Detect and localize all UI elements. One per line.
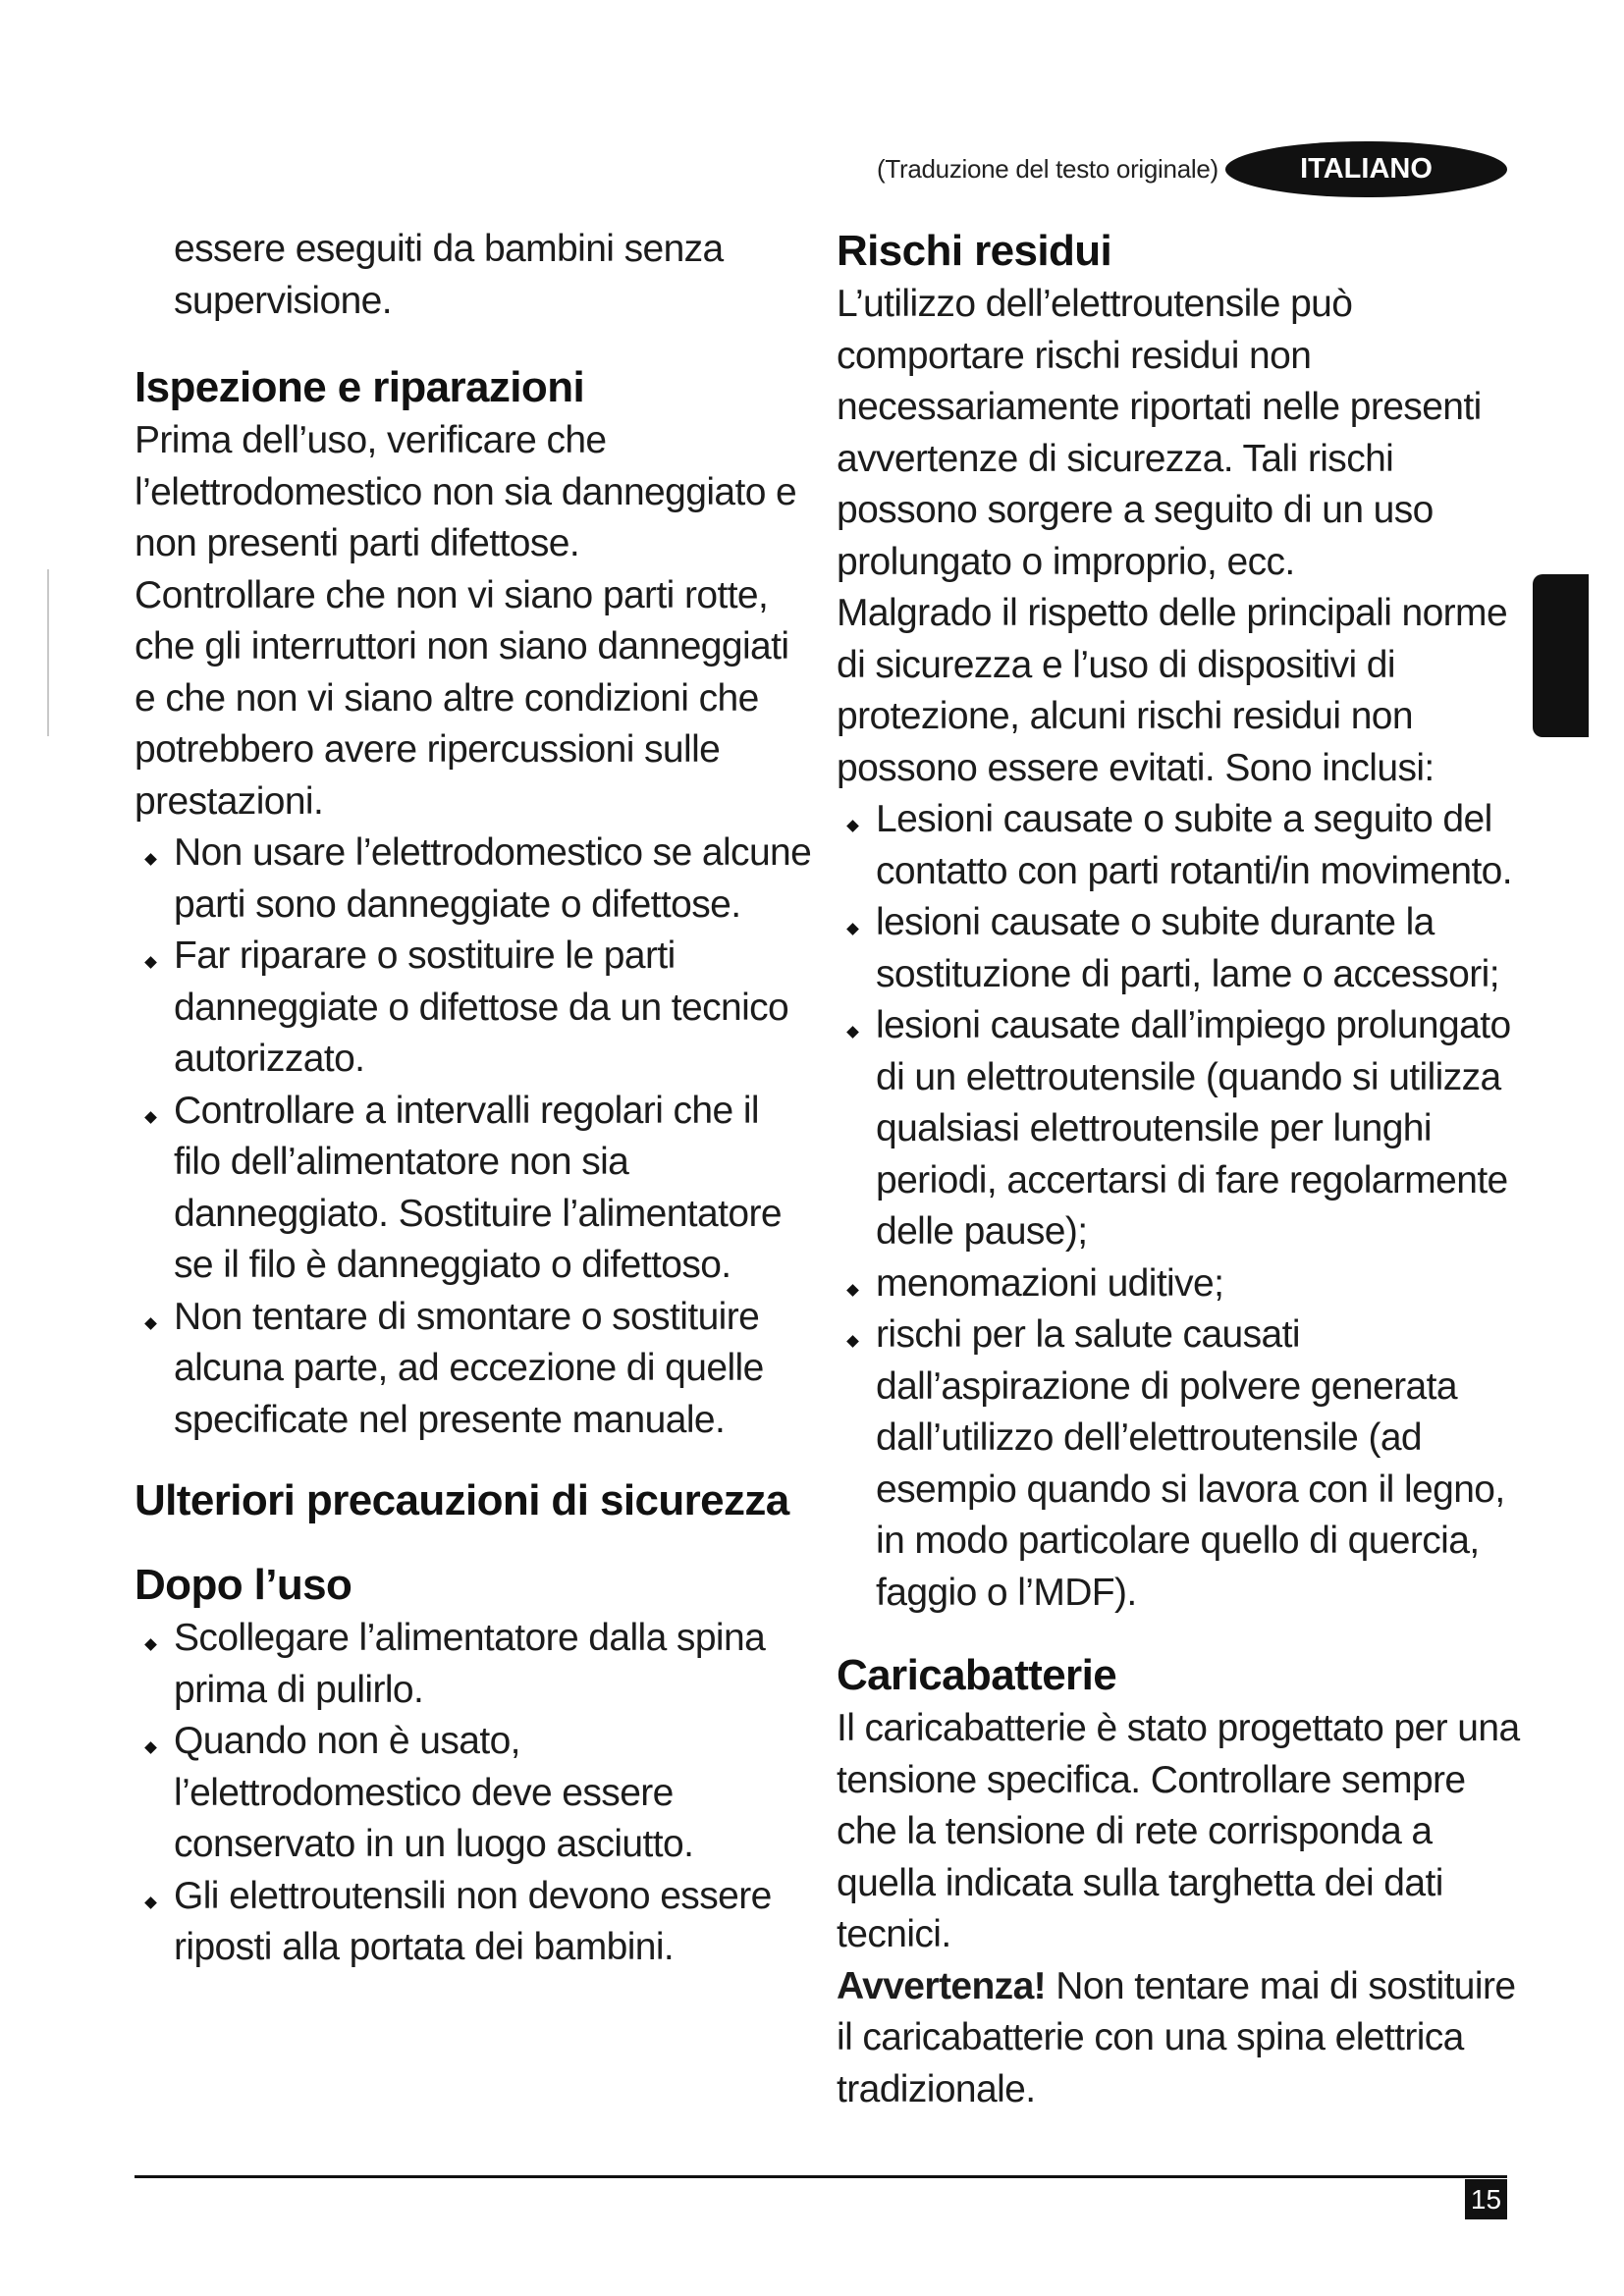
footer-rule	[135, 2175, 1507, 2178]
charger-heading: Caricabatterie	[837, 1651, 1117, 1699]
bullet-diamond-icon	[846, 820, 859, 832]
margin-line	[47, 569, 49, 736]
warning-label: Avvertenza!	[837, 1964, 1047, 2007]
inspection-bullet-list	[135, 828, 812, 1446]
list-item: Scollegare l’alimentatore dalla spina prima di pulirlo.	[135, 1613, 812, 1716]
list-item: Lesioni causate o subite a seguito del contatto con parti rotanti/in movimento.	[837, 794, 1524, 897]
after-use-heading: Dopo l’uso	[135, 1561, 352, 1609]
list-item: rischi per la salute causati dall’aspirazione di polvere generata dall’utilizzo dell’elettroutensile (ad esempio quando si lavora con il legno, in modo particolare quello di quercia, faggio o l’MDF).	[837, 1309, 1524, 1619]
list-item: Far riparare o sostituire le parti danneggiate o difettose da un tecnico autorizzato.	[135, 931, 812, 1086]
residual-risks-paragraph-1: L’utilizzo dell’elettroutensile può comportare rischi residui non necessariamente riportati nelle presenti avvertenze di sicurezza. Tali rischi possono sorgere a seguito di un uso prolungato o improprio, ecc.	[837, 283, 1482, 583]
residual-risks-paragraph-2: Malgrado il rispetto delle principali norme di sicurezza e l’uso di dispositivi di protezione, alcuni rischi residui non possono essere evitati. Sono inclusi:	[837, 592, 1508, 789]
further-safety-heading: Ulteriori precauzioni di sicurezza	[135, 1476, 789, 1524]
list-item: Gli elettroutensili non devono essere riposti alla portata dei bambini.	[135, 1871, 812, 1974]
warning-text: Non tentare mai di sostituire il caricabatterie con una spina elettrica tradizionale.	[837, 1964, 1516, 2110]
list-item: Non usare l’elettrodomestico se alcune parti sono danneggiate o difettose.	[135, 828, 812, 931]
inspection-paragraph-2: Controllare che non vi siano parti rotte, che gli interruttori non siano danneggiati e che non vi siano altre condizioni che potrebbero avere ripercussioni sulle prestazioni.	[135, 573, 789, 823]
intro-text: essere eseguiti da bambini senza supervisione.	[174, 228, 724, 322]
bullet-diamond-icon	[144, 853, 157, 866]
right-column	[837, 224, 1524, 2115]
after-use-bullet-list	[135, 1613, 812, 1974]
charger-paragraph: Il caricabatterie è stato progettato per una tensione specifica. Controllare sempre che la tensione di rete corrisponda a quella indicata sulla targhetta dei dati tecnici.	[837, 1707, 1520, 1955]
residual-risks-bullet-list	[837, 794, 1524, 1619]
left-column	[135, 224, 812, 1974]
bullet-diamond-icon	[144, 1317, 157, 1330]
bullet-diamond-icon	[846, 1284, 859, 1297]
residual-risks-heading: Rischi residui	[837, 227, 1112, 275]
bullet-diamond-icon	[144, 1896, 157, 1909]
charger-warning	[837, 1961, 1524, 2116]
bullet-diamond-icon	[144, 956, 157, 969]
list-item: menomazioni uditive;	[837, 1258, 1524, 1310]
inspection-paragraph-1: Prima dell’uso, verificare che l’elettrodomestico non sia danneggiato e non presenti parti difettose.	[135, 419, 797, 564]
bullet-diamond-icon	[144, 1638, 157, 1651]
list-item: Controllare a intervalli regolari che il filo dell’alimentatore non sia danneggiato. Sostituire l’alimentatore se il filo è danneggiato o difettoso.	[135, 1086, 812, 1292]
list-item: Quando non è usato, l’elettrodomestico deve essere conservato in un luogo asciutto.	[135, 1716, 812, 1871]
bullet-diamond-icon	[846, 1335, 859, 1348]
list-item: lesioni causate dall’impiego prolungato di un elettroutensile (quando si utilizza qualsiasi elettroutensile per lunghi periodi, accertarsi di fare regolarmente delle pause);	[837, 1000, 1524, 1258]
language-tab: ITALIANO	[1225, 141, 1507, 197]
bullet-diamond-icon	[144, 1741, 157, 1754]
section-side-tab	[1533, 574, 1589, 737]
bullet-diamond-icon	[144, 1111, 157, 1124]
list-item: lesioni causate o subite durante la sostituzione di parti, lame o accessori;	[837, 897, 1524, 1000]
list-item: Non tentare di smontare o sostituire alcuna parte, ad eccezione di quelle specificate nel presente manuale.	[135, 1292, 812, 1447]
bullet-diamond-icon	[846, 1026, 859, 1039]
bullet-diamond-icon	[846, 923, 859, 935]
inspection-heading: Ispezione e riparazioni	[135, 363, 585, 411]
translation-note: (Traduzione del testo originale)	[877, 154, 1218, 184]
page-number: 15	[1465, 2179, 1507, 2219]
